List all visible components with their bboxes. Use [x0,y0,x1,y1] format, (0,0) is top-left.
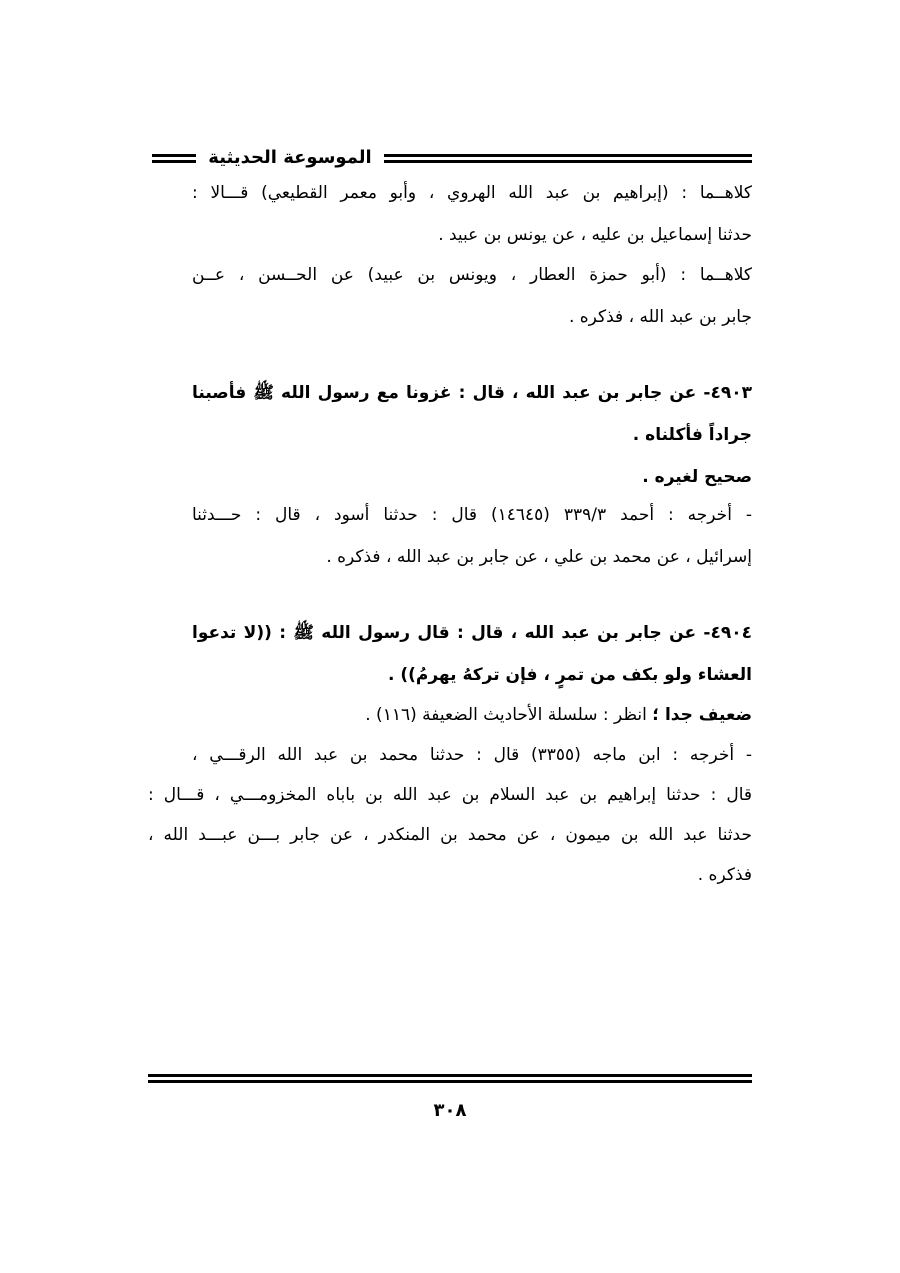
paragraph2-line1: كلاهــما : (أبو حمزة العطار ، ويونس بن عبيد) عن الحــسن ، عــن [192,265,752,285]
hadith-4904-line1: ٤٩٠٤- عن جابر بن عبد الله ، قال : قال رسول الله ﷺ : ((لا تدعوا [192,623,752,643]
hadith-4904-takhrij-line2: قال : حدثنا إبراهيم بن عبد السلام بن عبد الله بن باباه المخزومـــي ، قـــال : [148,785,752,805]
hadith-4903-line2: جراداً فأكلناه . [632,425,752,445]
hadith-4903-takhrij-line2: إسرائيل ، عن محمد بن علي ، عن جابر بن عبد الله ، فذكره . [326,547,752,567]
hadith-4903-line1: ٤٩٠٣- عن جابر بن عبد الله ، قال : غزونا مع رسول الله ﷺ فأصبنا [192,383,752,403]
paragraph1-line2: حدثنا إسماعيل بن عليه ، عن يونس بن عبيد . [438,225,752,245]
header-rule-left-2 [152,160,196,163]
footer-rule-bottom [148,1080,752,1083]
header-rule-right-2 [384,160,752,163]
hadith-4904-line2: العشاء ولو بكف من تمرٍ ، فإن تركهُ يهرمُ)) . [387,665,752,685]
footer-rule-top [148,1074,752,1077]
hadith-4904-takhrij-line1: - أخرجه : ابن ماجه (٣٣٥٥) قال : حدثنا محمد بن عبد الله الرقـــي ، [192,745,752,765]
hadith-4903-grade: صحيح لغيره . [642,467,752,487]
header-rule-right [384,154,752,157]
hadith-4903-takhrij-line1: - أخرجه : أحمد ٣٣٩/٣ (١٤٦٤٥) قال : حدثنا أسود ، قال : حـــدثنا [192,505,752,525]
hadith-4904-grade [192,696,752,734]
paragraph2-line2: جابر بن عبد الله ، فذكره . [568,307,752,327]
header-title: الموسوعة الحديثية [208,147,372,168]
page-number: ٣٠٨ [433,1100,467,1121]
hadith-4904-grade-reference: انظر : سلسلة الأحاديث الضعيفة (١١٦) . [365,705,653,725]
hadith-4904-takhrij-line4: فذكره . [697,865,752,885]
hadith-4904-grade-label: ضعيف جدا ؛ [652,705,752,725]
header-rule-left [152,154,196,157]
paragraph1-line1: كلاهــما : (إبراهيم بن عبد الله الهروي ، وأبو معمر القطيعي) قـــالا : [192,183,752,203]
hadith-4904-takhrij-line3: حدثنا عبد الله بن ميمون ، عن محمد بن المنكدر ، عن جابر بـــن عبـــد الله ، [148,825,752,845]
